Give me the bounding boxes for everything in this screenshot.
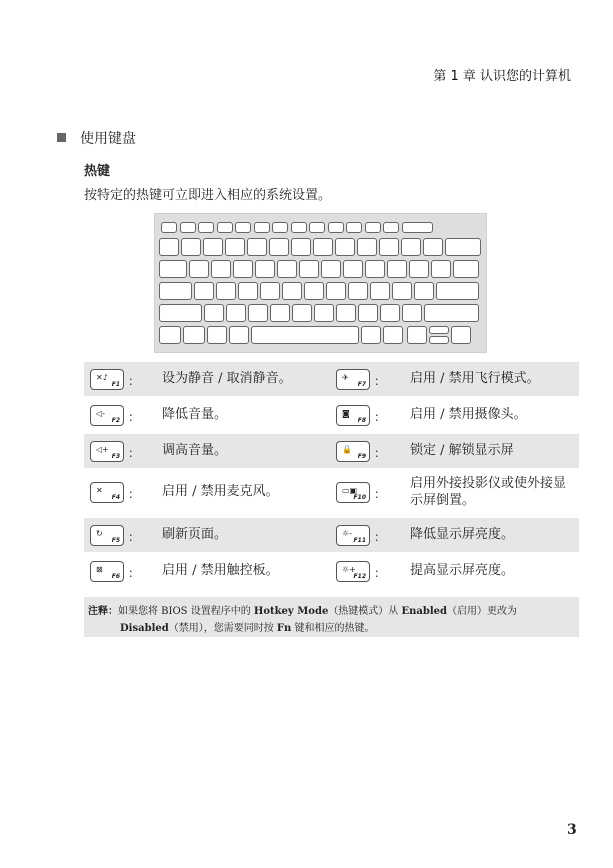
hotkey-desc: 设为静音 / 取消静音。 [162, 371, 292, 386]
page-number: 3 [567, 822, 577, 838]
keyboard-key [370, 282, 390, 300]
keyboard-key [423, 238, 443, 256]
hotkey-desc: 降低显示屏亮度。 [410, 527, 515, 542]
volume-up-key-icon: ◁+ F3 [90, 441, 124, 462]
camera-key-icon: ◙ F8 [336, 405, 370, 426]
keyboard-key [159, 238, 179, 256]
microphone-key-icon: ✕ F4 [90, 482, 124, 503]
keyboard-key [379, 238, 399, 256]
keyboard-key [336, 304, 356, 322]
keyboard-key [282, 282, 302, 300]
hotkey-desc: 提高显示屏亮度。 [410, 563, 515, 578]
hotkey-desc: 降低音量。 [162, 407, 228, 422]
keyboard-key [314, 304, 334, 322]
keyboard-key [216, 282, 236, 300]
keyboard-key [159, 326, 181, 344]
hotkey-desc: 锁定 / 解锁显示屏 [410, 443, 514, 458]
note-label: 注释： [88, 606, 118, 617]
keyboard-key [321, 260, 341, 278]
keyboard-key [238, 282, 258, 300]
keyboard-key [226, 304, 246, 322]
section-title: 使用键盘 [80, 131, 136, 147]
chapter-header: 第 1 章 认识您的计算机 [433, 69, 571, 84]
mute-key-icon: ✕♪ F1 [90, 369, 124, 390]
keyboard-key [346, 222, 362, 233]
keyboard-key [409, 260, 429, 278]
lock-key-icon: 🔒 F9 [336, 441, 370, 462]
keyboard-key [383, 326, 403, 344]
keyboard-key [198, 222, 214, 233]
keyboard-key [313, 238, 333, 256]
keyboard-key [402, 304, 422, 322]
keyboard-key [407, 326, 427, 344]
airplane-key-icon: ✈ F7 [336, 369, 370, 390]
subsection-heading: 热键 [84, 164, 111, 179]
keyboard-key [203, 238, 223, 256]
keyboard-key [277, 260, 297, 278]
hotkey-desc: 刷新页面。 [162, 527, 228, 542]
keyboard-key [183, 326, 205, 344]
keyboard-key [309, 222, 325, 233]
keyboard-key [291, 238, 311, 256]
keyboard-key [292, 304, 312, 322]
keyboard-key [211, 260, 231, 278]
keyboard-key [269, 238, 289, 256]
keyboard-key [383, 222, 399, 233]
keyboard-key [291, 222, 307, 233]
keyboard-key [361, 326, 381, 344]
keyboard-key [260, 282, 280, 300]
hotkey-desc: 启用外接投影仪或使外接显示屏倒置。 [410, 476, 567, 508]
keyboard-key [401, 238, 421, 256]
keyboard-key [335, 238, 355, 256]
keyboard-key [255, 260, 275, 278]
volume-down-key-icon: ◁- F2 [90, 405, 124, 426]
keyboard-key [429, 336, 449, 344]
keyboard-key [235, 222, 251, 233]
hotkey-desc: 启用 / 禁用摄像头。 [410, 407, 527, 422]
keyboard-key [159, 282, 192, 300]
keyboard-key [431, 260, 451, 278]
projector-key-icon: ▭▣ F10 [336, 482, 370, 503]
keyboard-key [225, 238, 245, 256]
keyboard-key [247, 238, 267, 256]
intro-text: 按特定的热键可立即进入相应的系统设置。 [84, 188, 332, 203]
bullet-square-icon [57, 133, 66, 142]
keyboard-key [159, 260, 187, 278]
keyboard-key [453, 260, 479, 278]
keyboard-key [326, 282, 346, 300]
keyboard-key [299, 260, 319, 278]
brightness-down-key-icon: ☼- F11 [336, 525, 370, 546]
hotkey-row: ◁- F2 ： 降低音量。 ◙ F8 ： 启用 / 禁用摄像头。 [84, 398, 579, 432]
hotkey-desc: 调高音量。 [162, 443, 228, 458]
hotkey-row: ↻ F5 ： 刷新页面。 ☼- F11 ： 降低显示屏亮度。 [84, 518, 579, 552]
keyboard-key [270, 304, 290, 322]
keyboard-key [380, 304, 400, 322]
keyboard-key [217, 222, 233, 233]
keyboard-illustration [154, 213, 487, 353]
hotkey-row: ◁+ F3 ： 调高音量。 🔒 F9 ： 锁定 / 解锁显示屏 [84, 434, 579, 468]
keyboard-key [159, 304, 202, 322]
keyboard-key [436, 282, 479, 300]
keyboard-key [451, 326, 471, 344]
hotkey-desc: 启用 / 禁用触控板。 [162, 563, 279, 578]
keyboard-key [304, 282, 324, 300]
note-line: Disabled（禁用），您需要同时按 Fn 键和相应的热键。 [120, 623, 375, 634]
keyboard-key [387, 260, 407, 278]
keyboard-key [429, 326, 449, 334]
keyboard-key [402, 222, 433, 233]
keyboard-key [414, 282, 434, 300]
keyboard-key [251, 326, 359, 344]
note-box [84, 597, 579, 637]
refresh-key-icon: ↻ F5 [90, 525, 124, 546]
touchpad-key-icon: ⊠ F6 [90, 561, 124, 582]
hotkey-row: ✕ F4 ： 启用 / 禁用麦克风。 ▭▣ F10 ： 启用外接投影仪或使外接显示屏倒置。 [84, 470, 579, 516]
section-heading [57, 128, 136, 148]
keyboard-key [254, 222, 270, 233]
keyboard-key [229, 326, 249, 344]
keyboard-key [358, 304, 378, 322]
hotkey-desc: 启用 / 禁用麦克风。 [162, 484, 279, 499]
keyboard-key [204, 304, 224, 322]
keyboard-key [343, 260, 363, 278]
keyboard-key [328, 222, 344, 233]
keyboard-key [348, 282, 368, 300]
keyboard-key [248, 304, 268, 322]
keyboard-key [272, 222, 288, 233]
keyboard-key [180, 222, 196, 233]
keyboard-key [161, 222, 177, 233]
keyboard-key [365, 222, 381, 233]
keyboard-key [194, 282, 214, 300]
brightness-up-key-icon: ☼+ F12 [336, 561, 370, 582]
keyboard-key [392, 282, 412, 300]
note-line: 注释：如果您将 BIOS 设置程序中的 Hotkey Mode（热键模式）从 Enabled（启用）更改为 [88, 606, 518, 617]
hotkey-desc: 启用 / 禁用飞行模式。 [410, 371, 540, 386]
keyboard-key [207, 326, 227, 344]
keyboard-key [357, 238, 377, 256]
keyboard-key [181, 238, 201, 256]
keyboard-key [365, 260, 385, 278]
hotkey-row: ✕♪ F1 ： 设为静音 / 取消静音。 ✈ F7 ： 启用 / 禁用飞行模式。 [84, 362, 579, 396]
keyboard-key [233, 260, 253, 278]
keyboard-key [424, 304, 479, 322]
hotkey-row: ⊠ F6 ： 启用 / 禁用触控板。 ☼+ F12 ： 提高显示屏亮度。 [84, 554, 579, 588]
keyboard-key [445, 238, 481, 256]
keyboard-key [189, 260, 209, 278]
